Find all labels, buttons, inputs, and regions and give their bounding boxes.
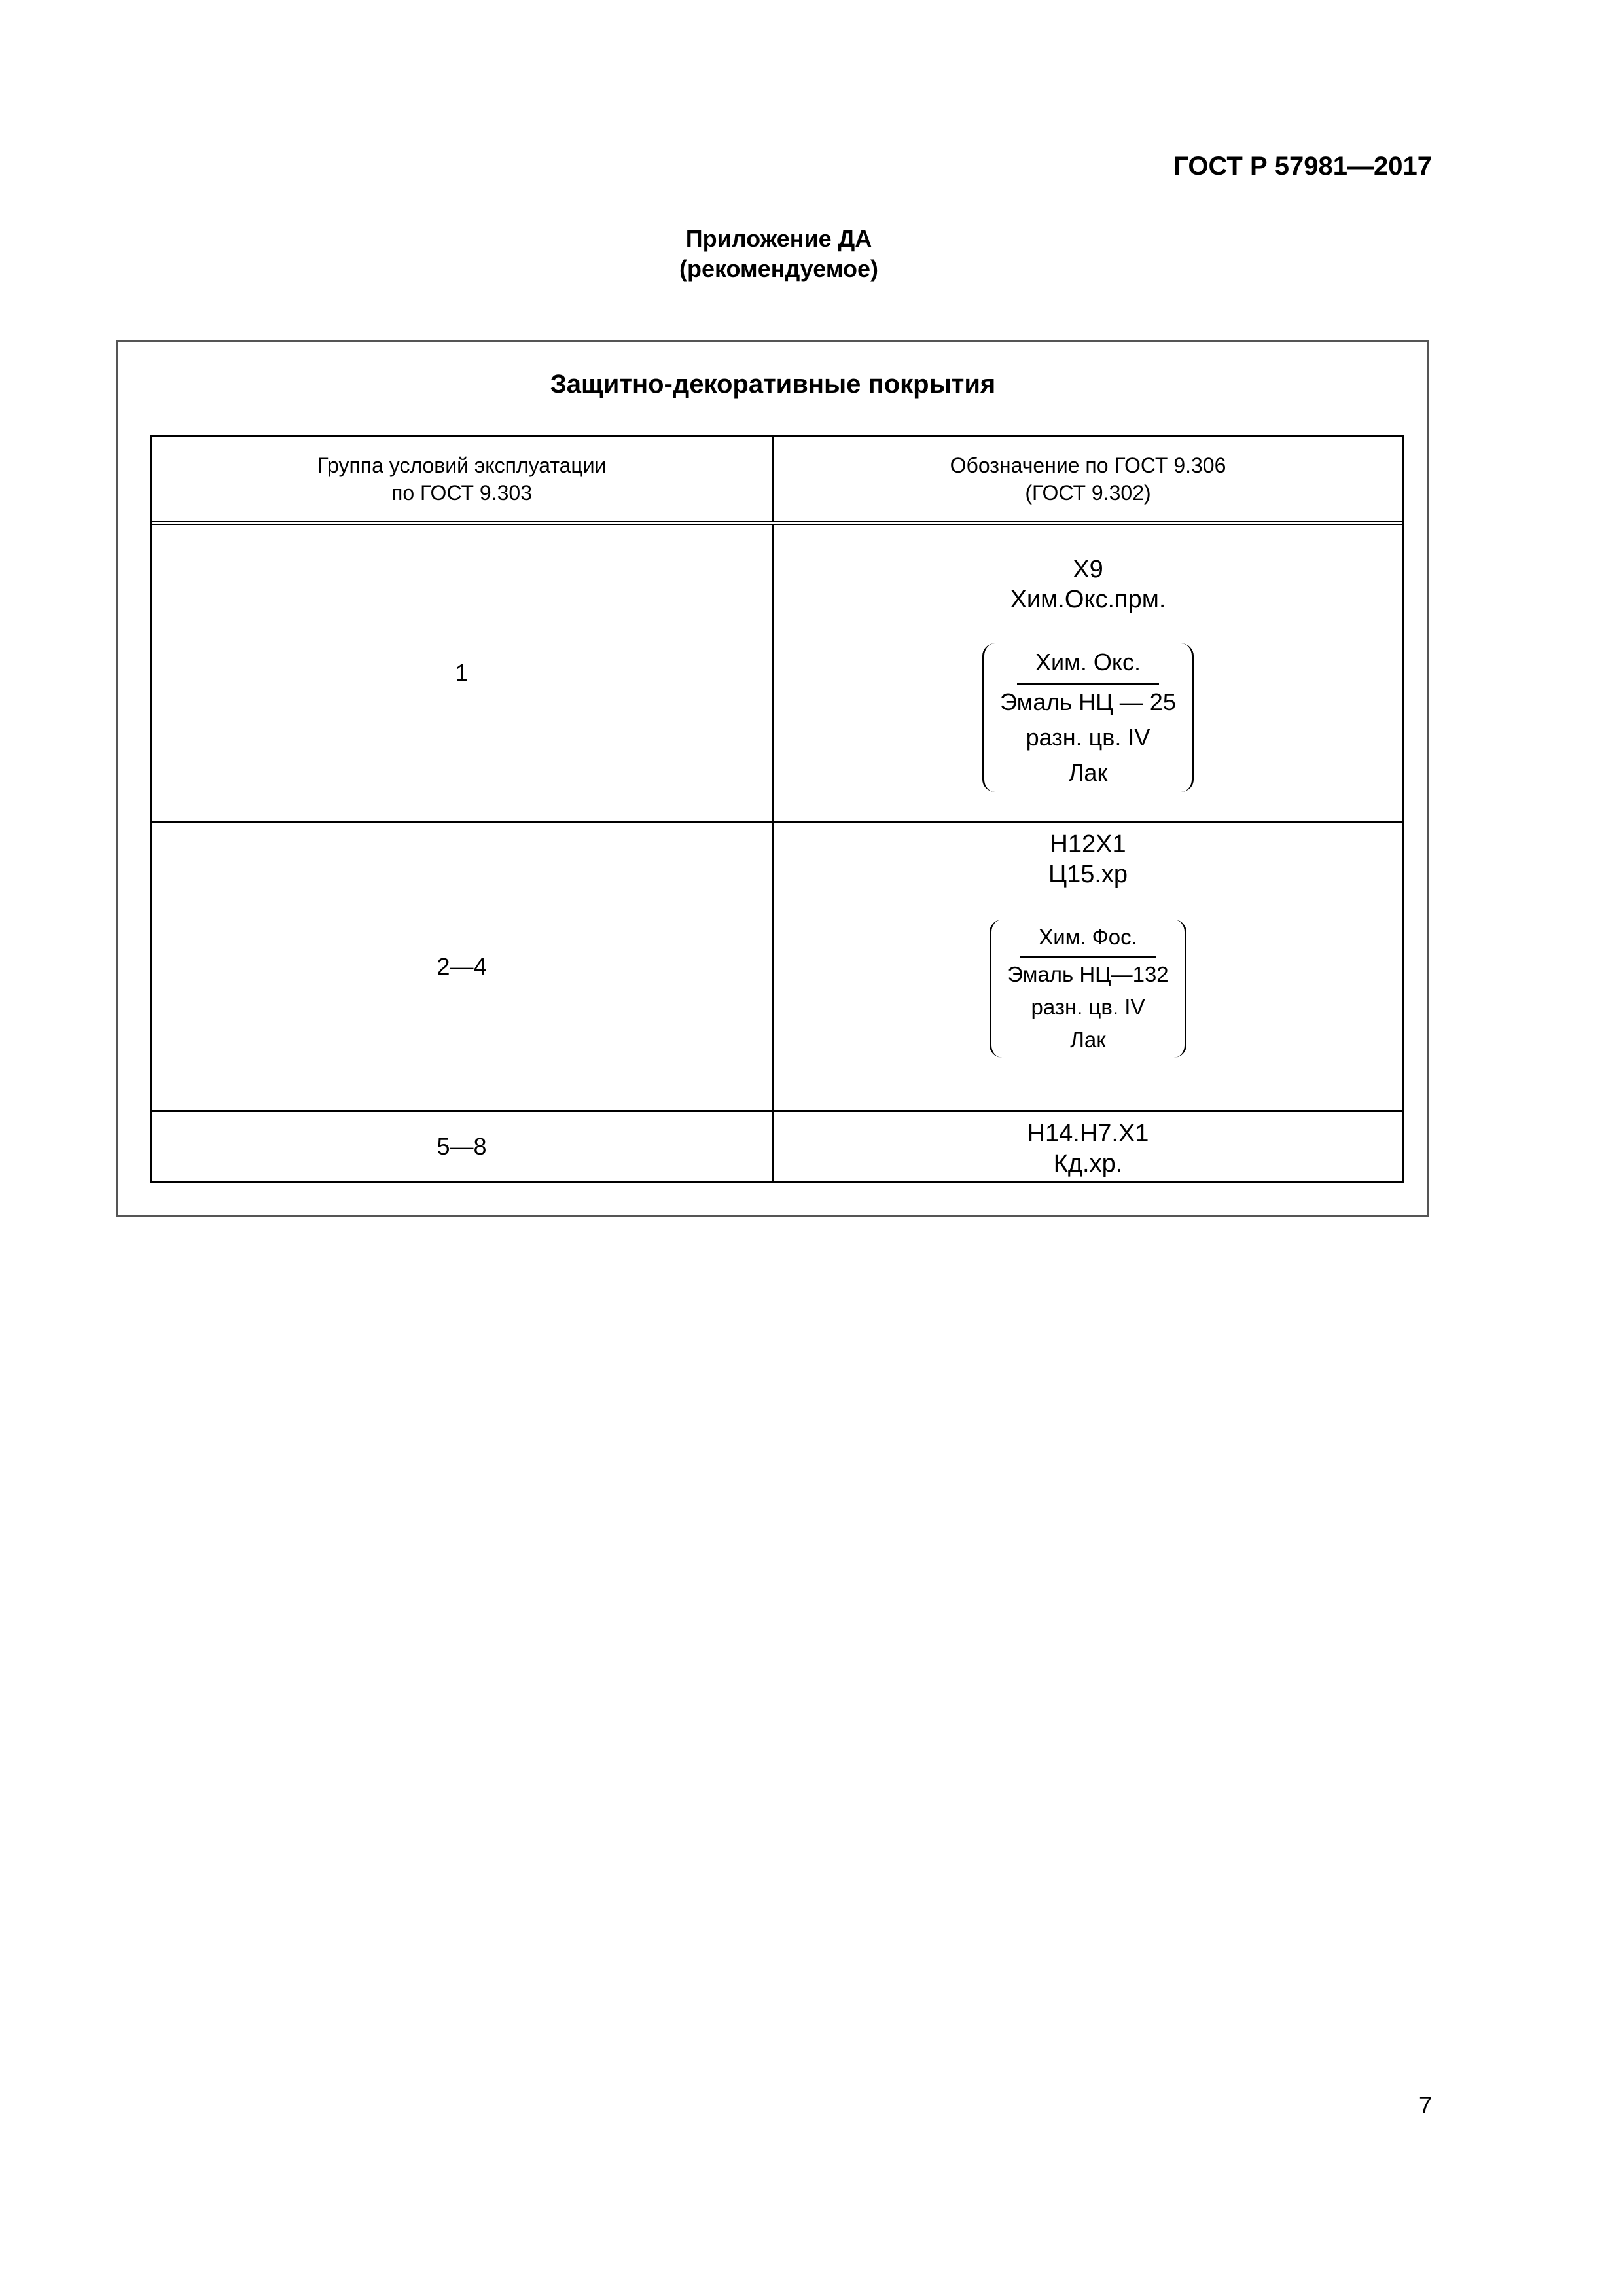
coating-formula: [982, 643, 1194, 792]
annex-heading: [0, 224, 1558, 284]
designation-cell: [774, 1112, 1402, 1181]
standard-code: ГОСТ Р 57981—2017: [1173, 152, 1432, 181]
code-line: Хим.Окс.прм.: [1010, 585, 1166, 613]
annex-subtitle: (рекомендуемое): [679, 255, 878, 282]
code-line: Ц15.хр: [1048, 861, 1128, 888]
formula-numerator: [1017, 645, 1159, 685]
right-parenthesis: [1181, 643, 1194, 792]
formula-body: [1002, 920, 1173, 1058]
formula-line: Хим. Фос.: [1039, 925, 1137, 949]
column-header-line: (ГОСТ 9.302): [1025, 481, 1151, 505]
table-header-row: [152, 437, 1402, 525]
table-frame: [116, 340, 1429, 1217]
formula-line: Лак: [1068, 759, 1108, 786]
formula-line: разн. цв. IV: [1031, 995, 1145, 1019]
formula-body: [995, 643, 1181, 792]
code-line: Н14.Н7.Х1: [1027, 1120, 1149, 1147]
formula-numerator: [1020, 921, 1156, 958]
group-cell: [152, 823, 774, 1110]
table-row: [152, 1110, 1402, 1181]
designation-cell: [774, 525, 1402, 821]
annex-title: Приложение ДА: [685, 225, 872, 252]
coatings-table: [150, 435, 1404, 1183]
formula-line: Лак: [1070, 1028, 1106, 1052]
group-value: 2—4: [437, 952, 487, 980]
designation-cell: [774, 823, 1402, 1110]
column-header-group: [152, 437, 774, 521]
table-title: Защитно-декоративные покрытия: [550, 370, 996, 399]
formula-line: Эмаль НЦ—132: [1007, 962, 1169, 986]
column-header-line: Обозначение по ГОСТ 9.306: [950, 454, 1226, 477]
group-value: 1: [455, 659, 469, 686]
right-parenthesis: [1174, 920, 1186, 1058]
code-line: Кд.хр.: [1053, 1150, 1123, 1177]
formula-line: Эмаль НЦ — 25: [1000, 688, 1176, 715]
formula-line: разн. цв. IV: [1026, 723, 1150, 751]
group-cell: [152, 1112, 774, 1181]
group-cell: [152, 525, 774, 821]
left-parenthesis: [982, 643, 995, 792]
table-row: [152, 525, 1402, 821]
group-value: 5—8: [437, 1132, 487, 1160]
code-line: Н12Х1: [1050, 831, 1126, 858]
column-header-line: по ГОСТ 9.303: [391, 481, 532, 505]
formula-line: Хим. Окс.: [1035, 648, 1141, 675]
coating-formula: [990, 920, 1186, 1058]
column-header-designation: [774, 437, 1402, 521]
code-line: Х9: [1073, 555, 1103, 583]
page-number: 7: [1418, 2092, 1432, 2119]
column-header-line: Группа условий эксплуатации: [317, 454, 607, 477]
left-parenthesis: [990, 920, 1002, 1058]
table-row: [152, 821, 1402, 1110]
